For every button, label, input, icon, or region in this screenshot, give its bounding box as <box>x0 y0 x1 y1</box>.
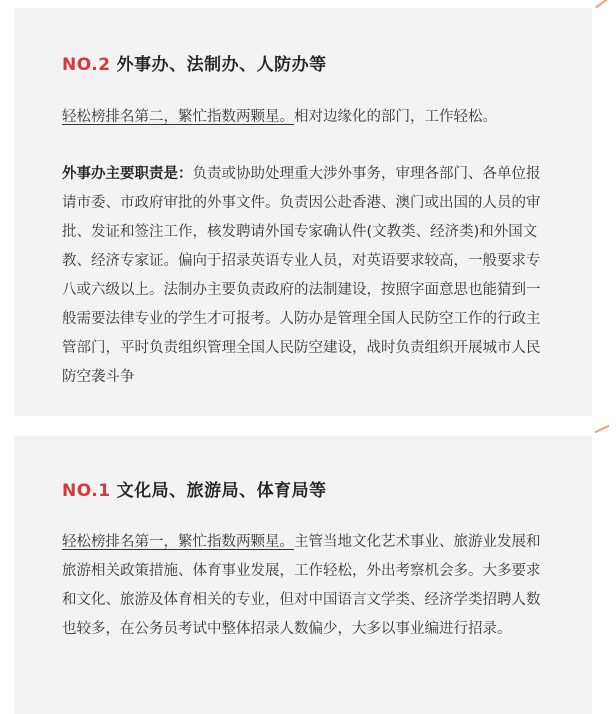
section-card-no2 <box>14 8 592 416</box>
duty-paragraph <box>62 160 544 392</box>
intro-text: 相对边缘化的部门，工作轻松。 <box>294 109 497 125</box>
duty-text: 负责或协助处理重大涉外事务，审理各部门、各单位报请市委、市政府审批的外事文件。负责因公赴香港、澳门或出国的人员的审批、发证和签注工作，核发聘请外国专家确认件(文教类、经济类)和外国文教、经济专家证。偏向于招录英语专业人员，对英语要求较高，一般要求专八或六级以上。法制办主要负责政府的法制建设，按照字面意思也能猜到一般需要法律专业的学生才可报考。人防办是管理全国人民防空工作的行政主管部门，平时负责组织管理全国人民防空建设，战时负责组织开展城市人民防空袭斗争 <box>62 166 541 385</box>
section-heading <box>62 50 327 75</box>
rank-number: NO.1 <box>62 481 111 501</box>
ranking-summary: 轻松榜排名第一，繁忙指数两颗星。 <box>62 534 294 550</box>
intro-paragraph <box>62 528 544 644</box>
section-title: 文化局、旅游局、体育局等 <box>116 481 327 501</box>
intro-text: 主管当地文化艺术事业、旅游业发展和旅游相关政策措施、体育事业发展，工作轻松，外出考察机会多。大多要求和文化、旅游及体育相关的专业，但对中国语言文学类、经济学类招聘人数也较多，在公务员考试中整体招录人数偏少，大多以事业编进行招录。 <box>62 534 541 637</box>
duty-label: 外事办主要职责是： <box>62 166 193 182</box>
section-heading <box>62 476 327 501</box>
corner-decoration-top <box>595 0 609 8</box>
ranking-summary: 轻松榜排名第二，繁忙指数两颗星。 <box>62 109 294 125</box>
corner-decoration-middle <box>594 425 609 434</box>
section-card-no1 <box>14 436 592 714</box>
rank-number: NO.2 <box>62 55 111 75</box>
intro-paragraph <box>62 103 544 132</box>
section-title: 外事办、法制办、人防办等 <box>116 55 327 75</box>
